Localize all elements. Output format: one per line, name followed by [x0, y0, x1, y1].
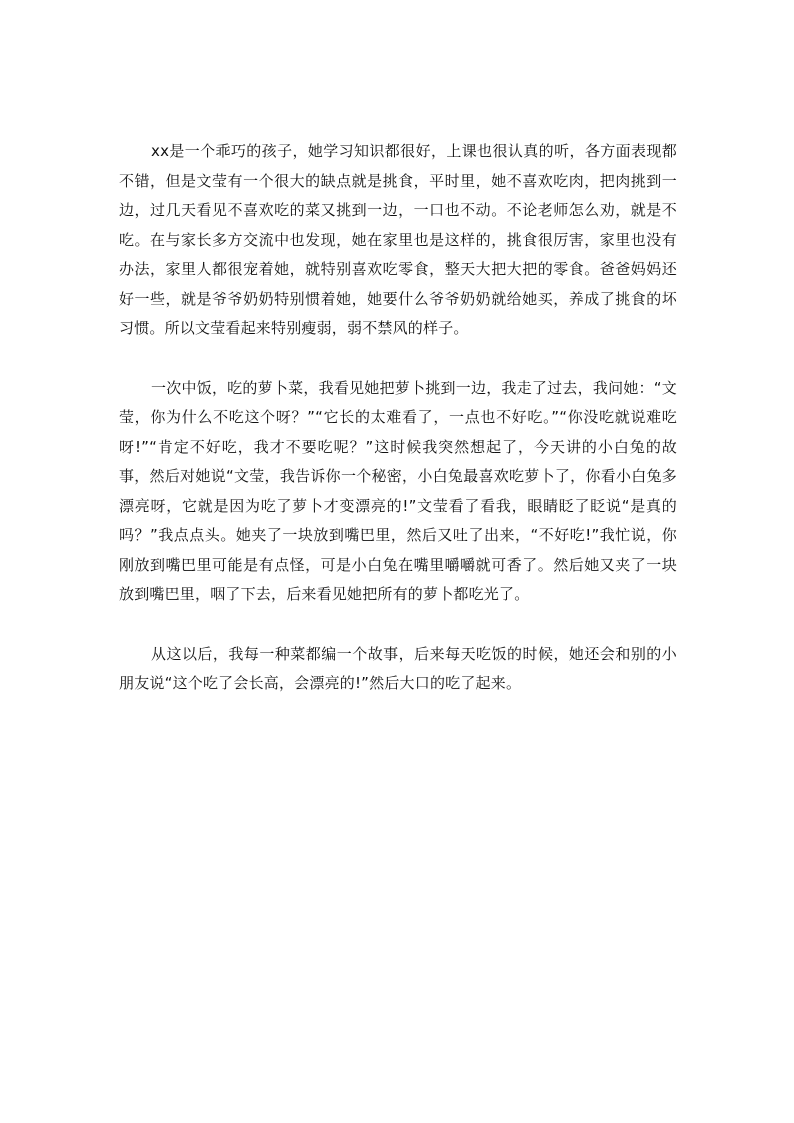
paragraph-3: 从这以后，我每一种菜都编一个故事，后来每天吃饭的时候，她还会和别的小朋友说“这个吃了会长高，会漂亮的!”然后大口的吃了起来。: [119, 644, 677, 692]
paragraph-2: 一次中饭，吃的萝卜菜，我看见她把萝卜挑到一边，我走了过去，我问她：“文莹，你为什么不吃这个呀？”“它长的太难看了，一点也不好吃。”“你没吃就说难吃呀!”“肯定不好吃，我才不要吃呢？”这时候我突然想起了，今天讲的小白兔的故事，然后对她说“文莹，我告诉你一个秘密，小白兔最喜欢吃萝卜了，你看小白兔多漂亮呀，它就是因为吃了萝卜才变漂亮的!”文莹看了看我，眼睛眨了眨说“是真的吗？”我点点头。她夹了一块放到嘴巴里，然后又吐了出来，“不好吃!”我忙说，你刚放到嘴巴里可能是有点怪，可是小白兔在嘴里嚼嚼就可香了。然后她又夹了一块放到嘴巴里，咽了下去，后来看见她把所有的萝卜都吃光了。: [119, 378, 677, 603]
paragraph-1: xx是一个乖巧的孩子，她学习知识都很好，上课也很认真的听，各方面表现都不错，但是文莹有一个很大的缺点就是挑食，平时里，她不喜欢吃肉，把肉挑到一边，过几天看见不喜欢吃的菜又挑到一边，一口也不动。不论老师怎么劝，就是不吃。在与家长多方交流中也发现，她在家里也是这样的，挑食很厉害，家里也没有办法，家里人都很宠着她，就特别喜欢吃零食，整天大把大把的零食。爸爸妈妈还好一些，就是爷爷奶奶特别惯着她，她要什么爷爷奶奶就给她买，养成了挑食的坏习惯。所以文莹看起来特别瘦弱，弱不禁风的样子。: [119, 142, 677, 337]
document-body: [119, 137, 677, 699]
